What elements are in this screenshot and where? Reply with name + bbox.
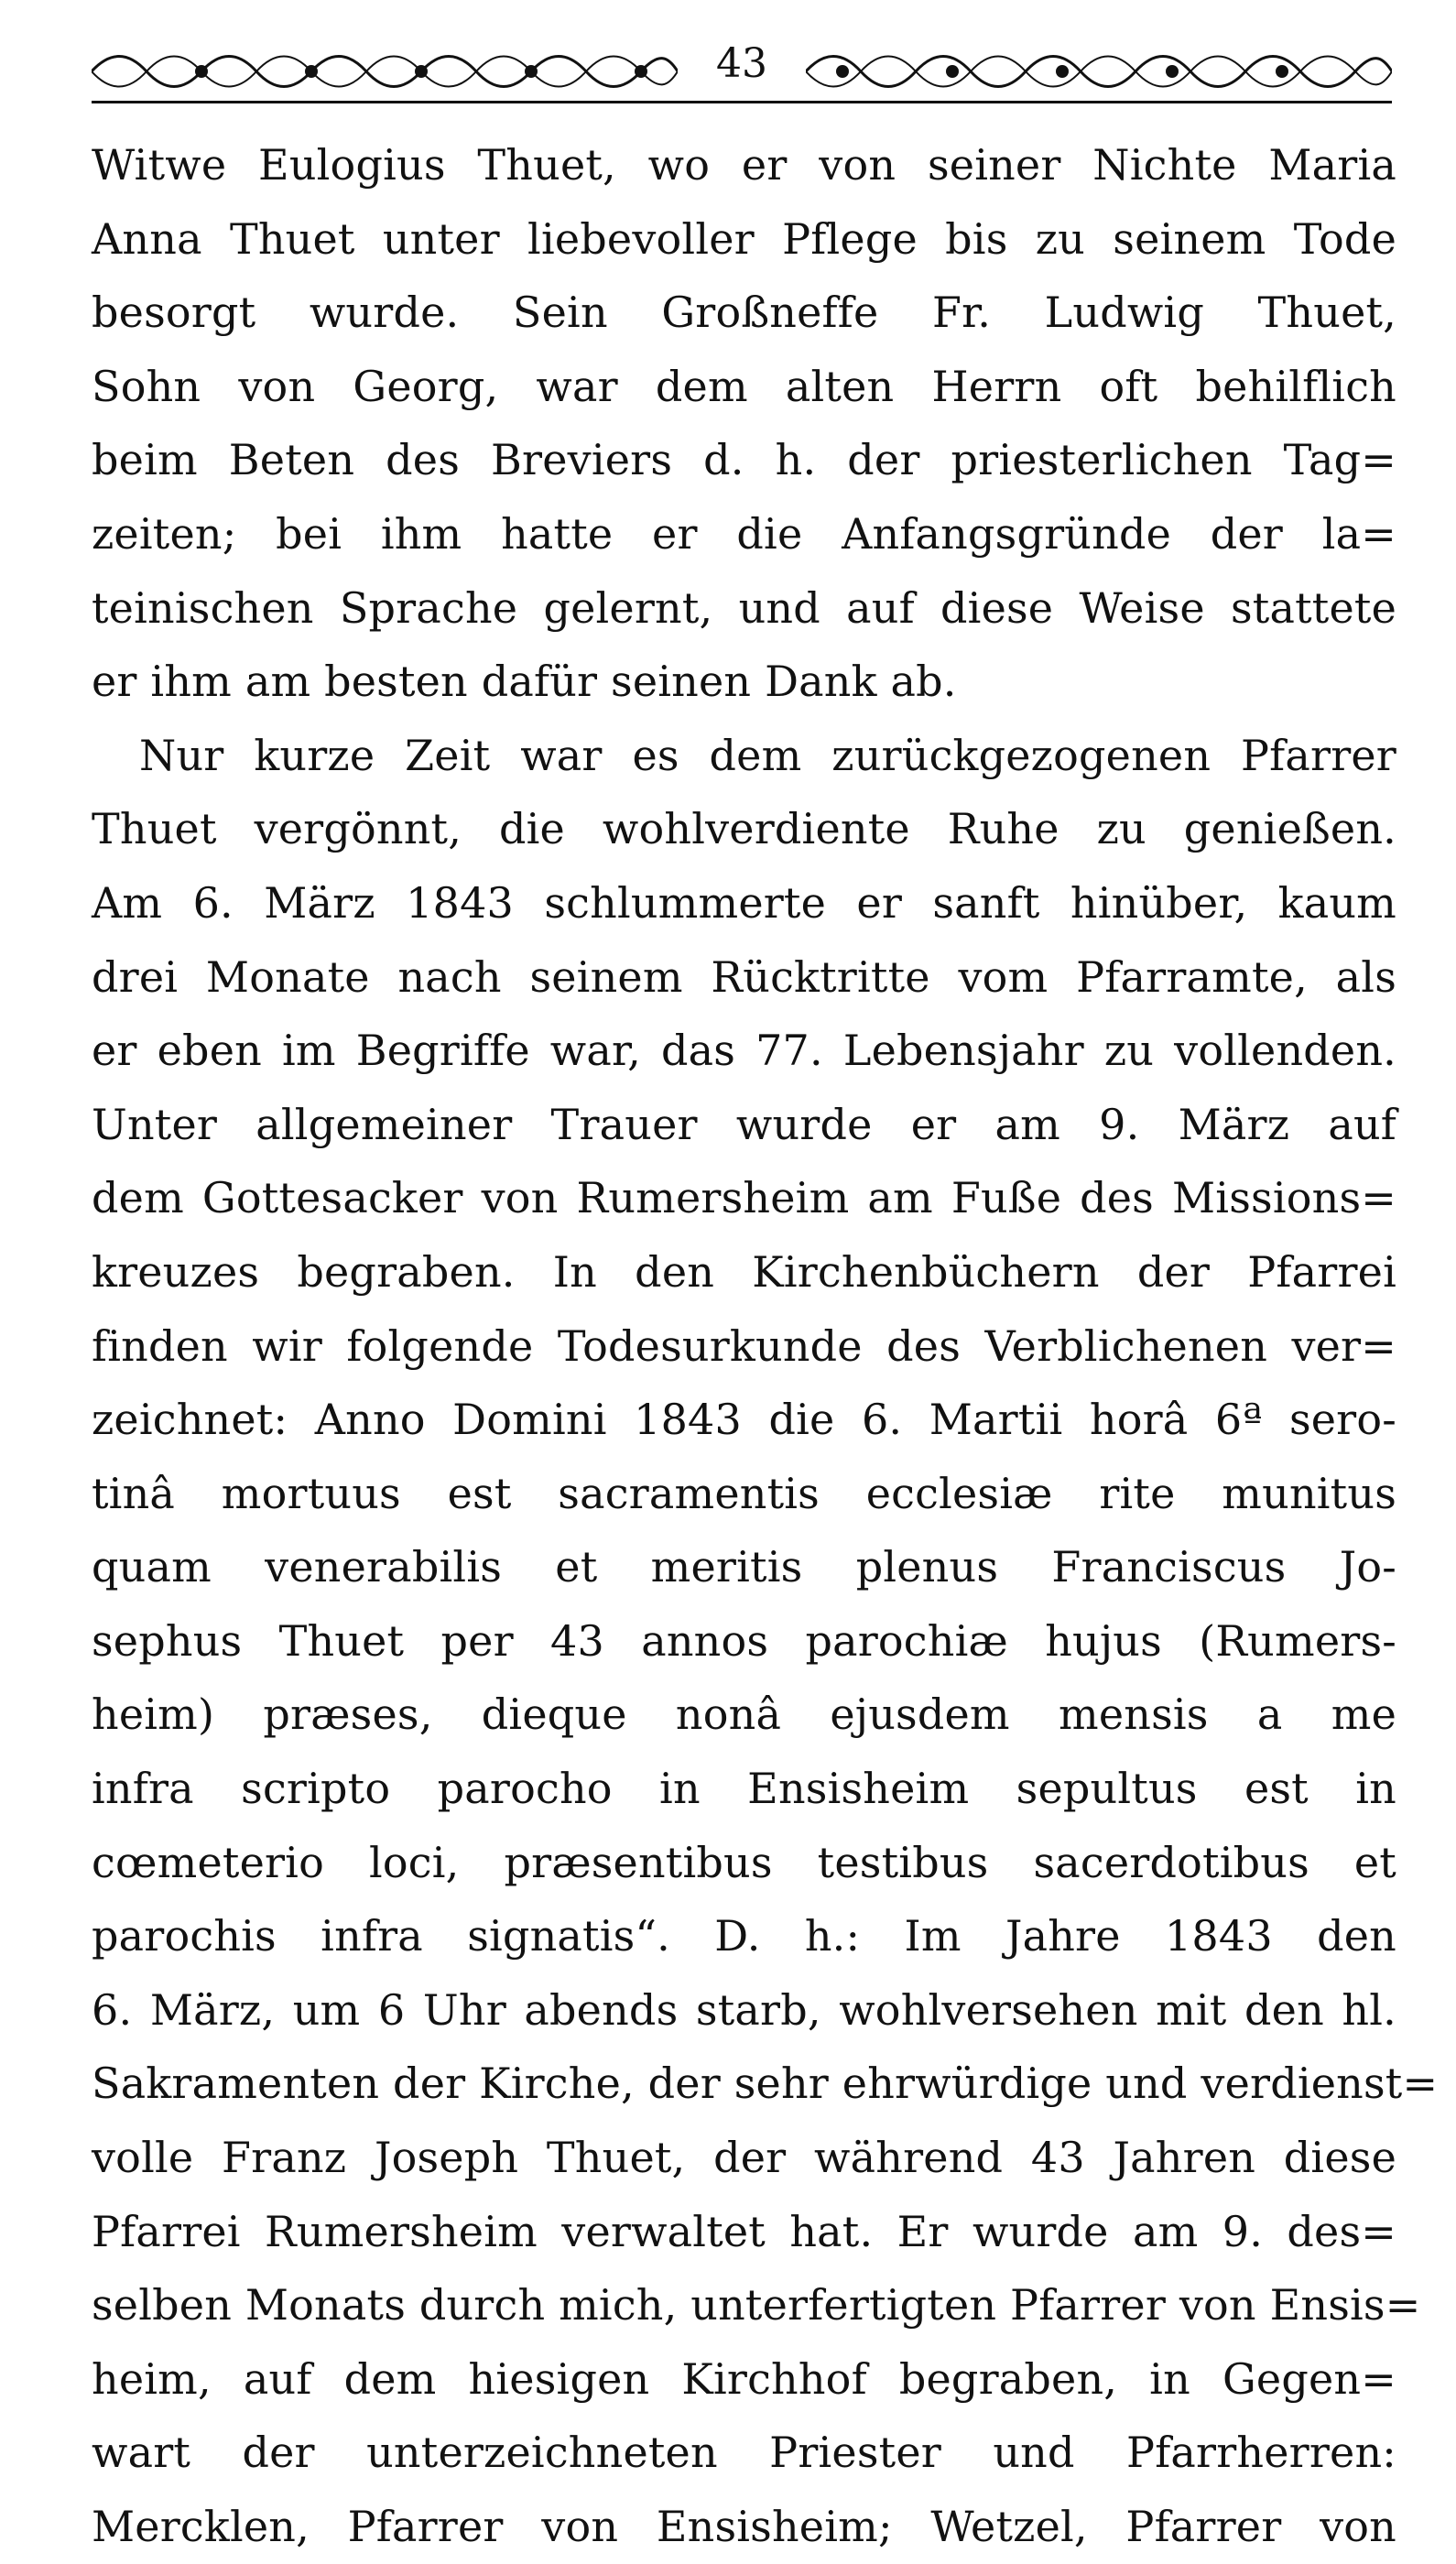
text-line: infra scripto parocho in Ensisheim sepultus est in — [92, 1764, 1396, 1814]
text-line: zeichnet: Anno Domini 1843 die 6. Martii horâ 6ª sero- — [92, 1395, 1396, 1445]
text-line: teinischen Sprache gelernt, und auf diese Weise stattete — [92, 582, 1396, 633]
text-line: 6. März, um 6 Uhr abends starb, wohlversehen mit den hl. — [92, 1984, 1396, 2035]
ornament-left-icon — [92, 48, 678, 95]
text-line: sephus Thuet per 43 annos parochiæ hujus (Rumers- — [92, 1615, 1396, 1666]
text-line: Unter allgemeiner Trauer wurde er am 9. März auf — [92, 1099, 1396, 1149]
text-line: Mercklen, Pfarrer von Ensisheim; Wetzel, Pfarrer von — [92, 2502, 1396, 2551]
text-line: Am 6. März 1843 schlummerte er sanft hinüber, kaum — [92, 877, 1396, 928]
page-number: 43 — [716, 40, 767, 87]
text-line: parochis infra signatis“. D. h.: Im Jahre 1843 den — [92, 1911, 1396, 1961]
text-line: selben Monats durch mich, unterfertigten Pfarrer von Ensis= — [92, 2280, 1421, 2330]
text-line: Sakramenten der Kirche, der sehr ehrwürdige und verdienst= — [92, 2059, 1439, 2109]
text-line: er eben im Begriffe war, das 77. Lebensjahr zu vollenden. — [92, 1026, 1396, 1076]
text-line: beim Beten des Breviers d. h. der priesterlichen Tag= — [92, 435, 1396, 485]
text-line: cœmeterio loci, præsentibus testibus sacerdotibus et — [92, 1837, 1396, 1887]
text-line: Pfarrei Rumersheim verwaltet hat. Er wurde am 9. des= — [92, 2206, 1396, 2256]
text-line: volle Franz Joseph Thuet, der während 43 Jahren diese — [92, 2133, 1396, 2183]
text-line: Thuet vergönnt, die wohlverdiente Ruhe zu genießen. — [92, 804, 1396, 854]
text-line: Anna Thuet unter liebevoller Pflege bis zu seinem Tode — [92, 213, 1396, 264]
text-line: finden wir folgende Todesurkunde des Verblichenen ver= — [92, 1320, 1396, 1371]
page-header — [92, 35, 1392, 108]
text-line: drei Monate nach seinem Rücktritte vom Pfarramte, als — [92, 951, 1396, 1002]
text-line: dem Gottesacker von Rumersheim am Fuße des Missions= — [92, 1173, 1396, 1223]
text-line: heim) præses, dieque nonâ ejusdem mensis a me — [92, 1689, 1396, 1740]
text-line: tinâ mortuus est sacramentis ecclesiæ rite munitus — [92, 1468, 1396, 1518]
text-line: Nur kurze Zeit war es dem zurückgezogenen Pfarrer — [139, 730, 1396, 780]
text-line: zeiten; bei ihm hatte er die Anfangsgründe der la= — [92, 508, 1396, 559]
text-line: kreuzes begraben. In den Kirchenbüchern der Pfarrei — [92, 1246, 1396, 1297]
ornament-right-icon — [806, 48, 1392, 95]
text-line: quam venerabilis et meritis plenus Franciscus Jo- — [92, 1542, 1396, 1592]
text-line: wart der unterzeichneten Priester und Pfarrherren: — [92, 2428, 1396, 2478]
text-line: er ihm am besten dafür seinen Dank ab. — [92, 657, 957, 707]
body-text — [92, 128, 1439, 2564]
text-line: heim, auf dem hiesigen Kirchhof begraben, in Gegen= — [92, 2353, 1396, 2404]
text-line: Sohn von Georg, war dem alten Herrn oft behilflich — [92, 361, 1396, 411]
header-rule — [92, 101, 1392, 103]
text-line: Witwe Eulogius Thuet, wo er von seiner Nichte Maria — [92, 140, 1396, 190]
text-line: besorgt wurde. Sein Großneffe Fr. Ludwig Thuet, — [92, 288, 1396, 338]
